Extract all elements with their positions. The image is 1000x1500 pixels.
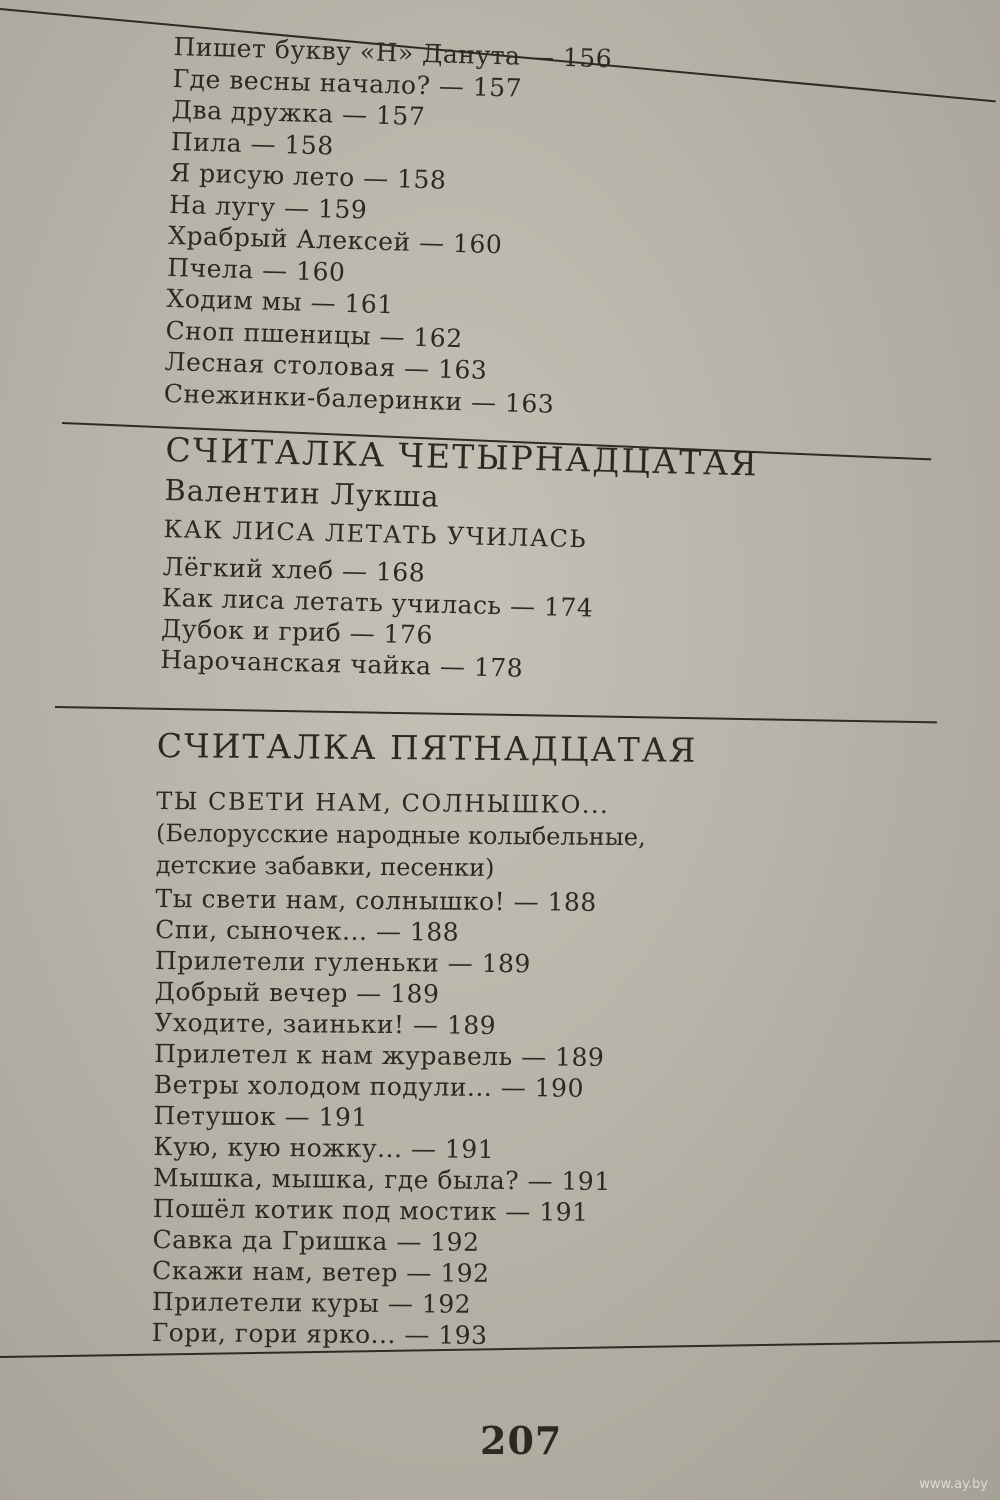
section-fourteen [160, 430, 759, 689]
list-item: Спи, сыночек... — 188 [155, 914, 460, 947]
list-item: Пошёл котик под мостик — 191 [152, 1193, 589, 1227]
list-item: Сноп пшеницы — 162 [165, 315, 464, 353]
list-item: На лугу — 159 [168, 189, 368, 224]
list-item: Прилетели гуленьки — 189 [154, 945, 531, 979]
list-item: Савка да Гришка — 192 [152, 1224, 480, 1257]
list-item: Прилетели куры — 192 [151, 1286, 472, 1319]
list-item: Храбрый Алексей — 160 [167, 220, 503, 260]
list-item: Где весны начало? — 157 [172, 63, 523, 103]
list-item: Лесная столовая — 163 [164, 346, 488, 385]
book-subtitle: детские забавки, песенки) [155, 850, 495, 882]
top-contents-list [163, 31, 612, 421]
page-number: 207 [480, 1418, 563, 1463]
list-item: Два дружка — 157 [171, 94, 426, 132]
watermark: www.ay.by [919, 1477, 988, 1492]
author-name: Валентин Лукша [164, 472, 440, 514]
list-item: Я рисую лето — 158 [169, 157, 447, 195]
list-item: Пчела — 160 [167, 252, 346, 287]
list-item: Как лиса летать училась — 174 [161, 582, 594, 623]
list-item: Ходим мы — 161 [166, 283, 395, 320]
list-item: Снежинки-балеринки — 163 [163, 378, 555, 419]
list-item: Пишет букву «Н» Данута — 156 [173, 31, 613, 74]
list-item: Петушок — 191 [153, 1100, 368, 1132]
section-fifteen [152, 726, 698, 1353]
list-item: Ветры холодом подули... — 190 [153, 1069, 585, 1103]
list-item: Пила — 158 [170, 126, 335, 160]
list-item: Прилетел к нам журавель — 189 [154, 1038, 605, 1072]
list-item: Кую, кую ножку... — 191 [153, 1131, 495, 1164]
list-item: Нарочанская чайка — 178 [160, 644, 524, 683]
list-item: Ты свети нам, солнышко! — 188 [155, 883, 597, 917]
book-title: ТЫ СВЕТИ НАМ, СОЛНЫШКО... [156, 786, 610, 819]
list-item: Лёгкий хлеб — 168 [162, 551, 426, 588]
list-item: Мышка, мышка, где была? — 191 [152, 1162, 611, 1196]
section-title: СЧИТАЛКА ПЯТНАДЦАТАЯ [156, 726, 698, 770]
list-item: Добрый вечер — 189 [154, 976, 440, 1009]
list-item: Скажи нам, ветер — 192 [152, 1255, 490, 1288]
list-item: Дубок и гриб — 176 [160, 613, 434, 650]
section-title: СЧИТАЛКА ЧЕТЫРНАДЦАТАЯ [165, 430, 760, 484]
book-title: КАК ЛИСА ЛЕТАТЬ УЧИЛАСЬ [163, 514, 588, 554]
list-item: Уходите, заиньки! — 189 [154, 1007, 497, 1040]
list-item: Гори, гори ярко... — 193 [151, 1317, 488, 1350]
book-subtitle: (Белорусские народные колыбельные, [155, 818, 646, 852]
section-divider-rule [55, 706, 937, 723]
